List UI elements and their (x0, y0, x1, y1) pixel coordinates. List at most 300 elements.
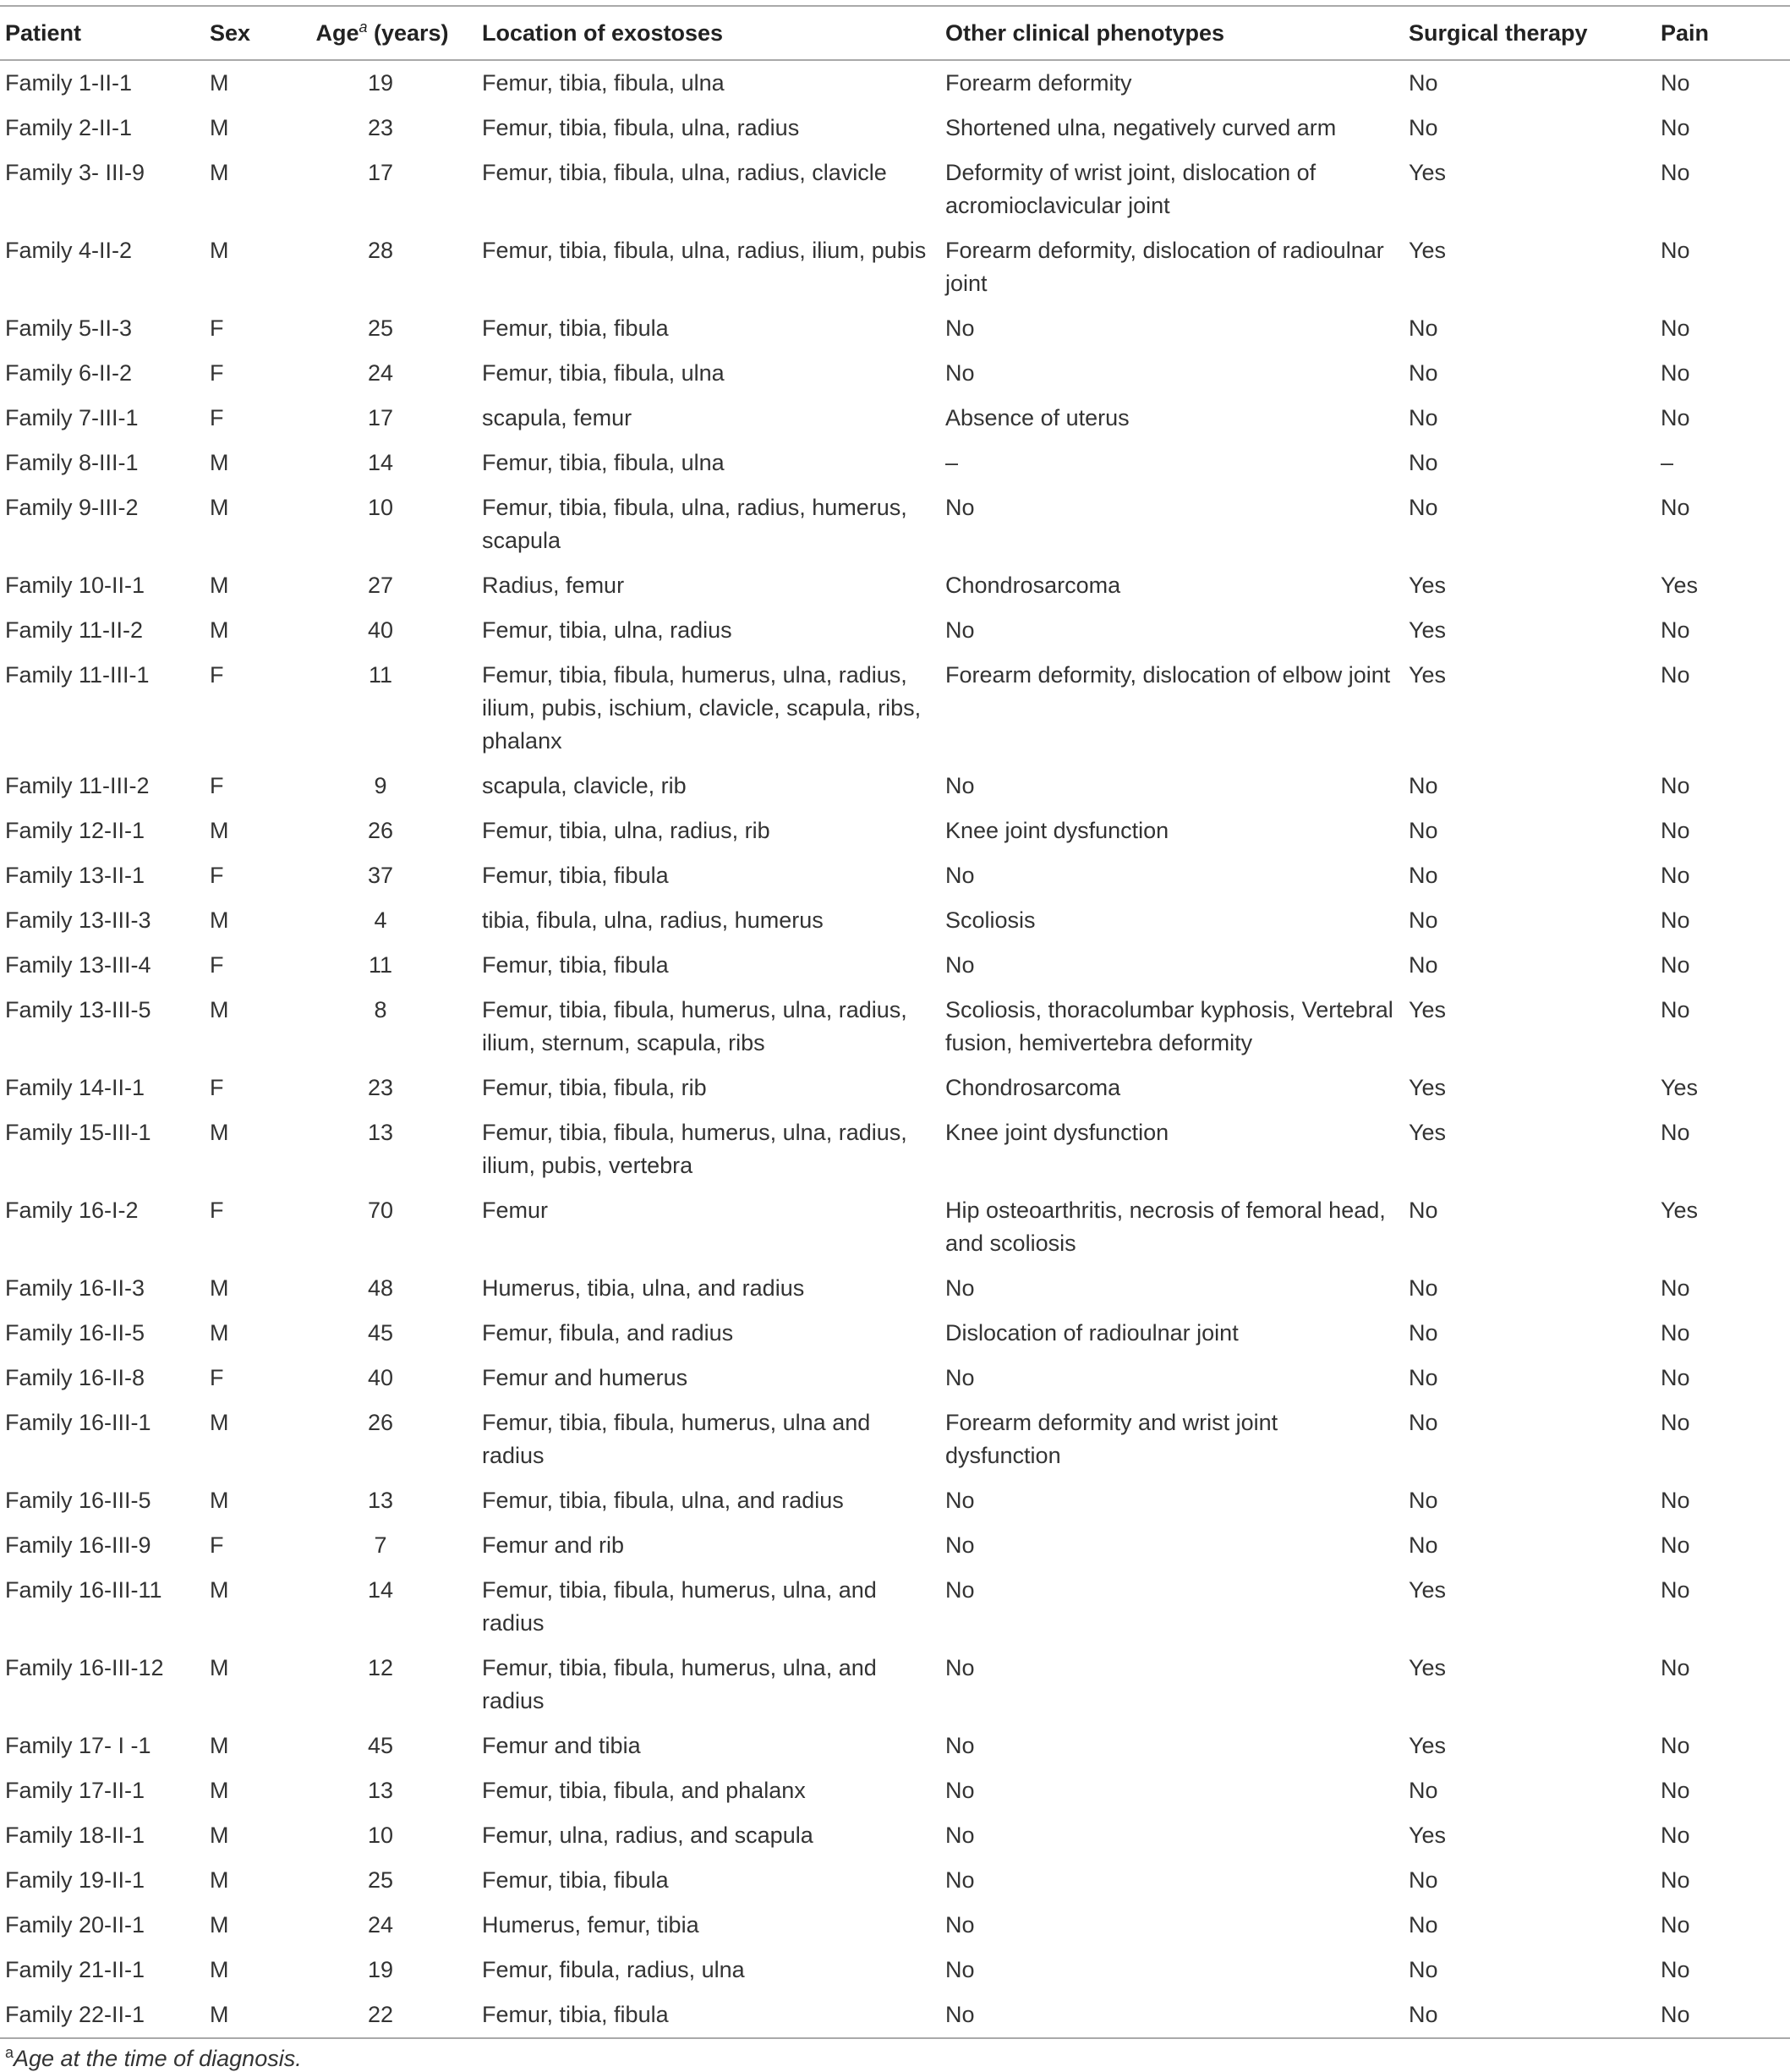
cell-pain: No (1661, 952, 1690, 978)
cell-patient: Family 10-II-1 (5, 573, 145, 598)
clinical-data-table (0, 5, 1790, 2039)
cell-location: Femur, tibia, fibula (482, 1867, 669, 1893)
cell-pain: No (1661, 1778, 1690, 1803)
cell-age: 45 (367, 1733, 394, 1758)
footnote-text: Age at the time of diagnosis. (14, 2046, 302, 2071)
header-pain: Pain (1661, 19, 1710, 46)
cell-sex: F (210, 863, 224, 888)
cell-age: 26 (367, 818, 394, 843)
cell-location: Femur, tibia, fibula, rib (482, 1075, 707, 1100)
cell-location: Femur and humerus (482, 1365, 688, 1390)
cell-pain: No (1661, 160, 1690, 185)
cell-pain: No (1661, 1577, 1690, 1603)
table-row (0, 1948, 1790, 1993)
cell-sex: M (210, 160, 229, 185)
table-row (0, 1356, 1790, 1401)
cell-location: Femur, tibia, fibula, ulna (482, 70, 725, 96)
cell-phenotypes: No (945, 863, 975, 888)
cell-sex: M (210, 1120, 229, 1145)
cell-surgical-therapy: Yes (1409, 1120, 1447, 1145)
cell-sex: M (210, 907, 229, 933)
header-surgical-therapy: Surgical therapy (1409, 19, 1588, 46)
cell-phenotypes: No (945, 1275, 975, 1301)
cell-phenotypes: Forearm deformity, dislocation of radioulnar joint (945, 238, 1384, 296)
cell-surgical-therapy: Yes (1409, 617, 1447, 643)
cell-age: 23 (367, 115, 394, 140)
cell-location: tibia, fibula, ulna, radius, humerus (482, 907, 824, 933)
cell-sex: M (210, 70, 229, 96)
cell-phenotypes: Shortened ulna, negatively curved arm (945, 115, 1337, 140)
cell-age: 23 (367, 1075, 394, 1100)
table-row (0, 764, 1790, 809)
table-row (0, 60, 1790, 106)
cell-location: Femur, tibia, fibula (482, 315, 669, 341)
table-row (0, 1110, 1790, 1188)
cell-location: Humerus, tibia, ulna, and radius (482, 1275, 805, 1301)
table-row (0, 1188, 1790, 1266)
cell-sex: M (210, 1867, 229, 1893)
cell-location: Femur and tibia (482, 1733, 641, 1758)
table-row (0, 1768, 1790, 1813)
cell-age: 70 (367, 1198, 394, 1223)
cell-pain: No (1661, 773, 1690, 798)
cell-pain: No (1661, 1957, 1690, 1982)
cell-patient: Family 5-II-3 (5, 315, 133, 341)
cell-surgical-therapy: No (1409, 1410, 1438, 1435)
cell-surgical-therapy: No (1409, 863, 1438, 888)
cell-patient: Family 9-III-2 (5, 495, 139, 520)
cell-sex: M (210, 1488, 229, 1513)
cell-pain: No (1661, 617, 1690, 643)
cell-pain: No (1661, 863, 1690, 888)
cell-pain: Yes (1661, 573, 1699, 598)
cell-sex: F (210, 662, 224, 688)
cell-patient: Family 8-III-1 (5, 450, 139, 475)
cell-age: 19 (367, 1957, 394, 1982)
cell-pain: No (1661, 1655, 1690, 1680)
cell-phenotypes: No (945, 617, 975, 643)
cell-sex: M (210, 1655, 229, 1680)
table-row (0, 809, 1790, 853)
cell-age: 27 (367, 573, 394, 598)
cell-surgical-therapy: No (1409, 1275, 1438, 1301)
cell-surgical-therapy: No (1409, 818, 1438, 843)
cell-surgical-therapy: No (1409, 1867, 1438, 1893)
cell-pain: No (1661, 1320, 1690, 1346)
cell-sex: M (210, 617, 229, 643)
cell-pain: No (1661, 997, 1690, 1022)
cell-age: 14 (367, 1577, 394, 1603)
cell-sex: M (210, 115, 229, 140)
cell-patient: Family 19-II-1 (5, 1867, 145, 1893)
cell-sex: F (210, 773, 224, 798)
cell-sex: M (210, 818, 229, 843)
cell-sex: M (210, 495, 229, 520)
cell-pain: No (1661, 907, 1690, 933)
table-row (0, 1568, 1790, 1646)
cell-sex: F (210, 1198, 224, 1223)
cell-age: 13 (367, 1488, 394, 1513)
cell-age: 22 (367, 2002, 394, 2027)
cell-pain: No (1661, 315, 1690, 341)
cell-sex: M (210, 1275, 229, 1301)
cell-patient: Family 3- III-9 (5, 160, 145, 185)
cell-patient: Family 16-I-2 (5, 1198, 139, 1223)
cell-age: 28 (367, 238, 394, 263)
cell-surgical-therapy: No (1409, 1488, 1438, 1513)
cell-pain: No (1661, 1275, 1690, 1301)
cell-pain: No (1661, 495, 1690, 520)
cell-age: 17 (367, 160, 394, 185)
cell-patient: Family 13-II-1 (5, 863, 145, 888)
header-age-label: Age (315, 19, 359, 46)
cell-location: Femur, tibia, fibula, humerus, ulna, and radius (482, 1577, 877, 1636)
cell-patient: Family 20-II-1 (5, 1912, 145, 1938)
cell-sex: M (210, 997, 229, 1022)
table-row (0, 898, 1790, 943)
cell-age: 25 (367, 315, 394, 341)
cell-surgical-therapy: No (1409, 1912, 1438, 1938)
cell-patient: Family 11-III-1 (5, 662, 150, 688)
cell-pain: No (1661, 405, 1690, 430)
cell-age: 40 (367, 617, 394, 643)
table-row (0, 1858, 1790, 1903)
cell-sex: F (210, 1365, 224, 1390)
cell-pain: No (1661, 1532, 1690, 1558)
cell-phenotypes: Knee joint dysfunction (945, 818, 1169, 843)
cell-age: 25 (367, 1867, 394, 1893)
cell-patient: Family 16-III-1 (5, 1410, 151, 1435)
cell-phenotypes: No (945, 1577, 975, 1603)
cell-sex: M (210, 450, 229, 475)
cell-surgical-therapy: Yes (1409, 1823, 1447, 1848)
cell-patient: Family 17- I -1 (5, 1733, 151, 1758)
cell-surgical-therapy: No (1409, 773, 1438, 798)
cell-patient: Family 13-III-3 (5, 907, 151, 933)
table-row (0, 306, 1790, 351)
cell-phenotypes: Forearm deformity (945, 70, 1132, 96)
cell-sex: F (210, 360, 224, 386)
table-row (0, 351, 1790, 396)
cell-patient: Family 21-II-1 (5, 1957, 145, 1982)
cell-pain: No (1661, 70, 1690, 96)
cell-surgical-therapy: No (1409, 2002, 1438, 2027)
cell-phenotypes: No (945, 495, 975, 520)
table-row (0, 1813, 1790, 1858)
cell-location: Femur, tibia, fibula, ulna, radius, clavicle (482, 160, 887, 185)
table-row (0, 1724, 1790, 1768)
cell-phenotypes: Deformity of wrist joint, dislocation of acromioclavicular joint (945, 160, 1316, 218)
cell-phenotypes: Hip osteoarthritis, necrosis of femoral head, and scoliosis (945, 1198, 1386, 1256)
table-row (0, 106, 1790, 151)
table-row (0, 563, 1790, 608)
cell-surgical-therapy: Yes (1409, 1075, 1447, 1100)
cell-location: Femur, fibula, radius, ulna (482, 1957, 745, 1982)
cell-sex: F (210, 1532, 224, 1558)
cell-patient: Family 4-II-2 (5, 238, 133, 263)
table-row (0, 1066, 1790, 1110)
cell-sex: F (210, 405, 224, 430)
cell-surgical-therapy: Yes (1409, 997, 1447, 1022)
cell-pain: No (1661, 1733, 1690, 1758)
cell-age: 40 (367, 1365, 394, 1390)
cell-patient: Family 18-II-1 (5, 1823, 145, 1848)
cell-surgical-therapy: No (1409, 1532, 1438, 1558)
cell-surgical-therapy: No (1409, 450, 1438, 475)
cell-patient: Family 16-II-3 (5, 1275, 145, 1301)
cell-location: Femur, tibia, fibula, humerus, ulna, and radius (482, 1655, 877, 1713)
cell-location: Femur, tibia, fibula, ulna, radius, humerus, scapula (482, 495, 907, 553)
cell-phenotypes: Scoliosis, thoracolumbar kyphosis, Vertebral fusion, hemivertebra deformity (945, 997, 1393, 1055)
table-row (0, 485, 1790, 563)
table-row (0, 441, 1790, 485)
cell-phenotypes: No (945, 2002, 975, 2027)
cell-phenotypes: No (945, 1733, 975, 1758)
cell-age: 26 (367, 1410, 394, 1435)
cell-sex: M (210, 2002, 229, 2027)
header-phenotypes: Other clinical phenotypes (945, 19, 1225, 46)
cell-phenotypes: No (945, 773, 975, 798)
cell-location: Femur, tibia, fibula (482, 2002, 669, 2027)
cell-patient: Family 16-III-9 (5, 1532, 151, 1558)
header-age-unit: (years) (367, 19, 449, 46)
cell-location: Femur, tibia, fibula, ulna (482, 360, 725, 386)
cell-phenotypes: No (945, 952, 975, 978)
cell-age: 10 (367, 495, 394, 520)
cell-patient: Family 17-II-1 (5, 1778, 145, 1803)
cell-phenotypes: No (945, 1957, 975, 1982)
cell-location: Femur, tibia, fibula, and phalanx (482, 1778, 806, 1803)
cell-surgical-therapy: No (1409, 495, 1438, 520)
table-row (0, 653, 1790, 764)
cell-surgical-therapy: Yes (1409, 1655, 1447, 1680)
cell-phenotypes: Knee joint dysfunction (945, 1120, 1169, 1145)
header-location: Location of exostoses (482, 19, 724, 46)
cell-patient: Family 16-II-5 (5, 1320, 145, 1346)
cell-surgical-therapy: No (1409, 315, 1438, 341)
cell-phenotypes: No (945, 1912, 975, 1938)
cell-patient: Family 16-III-11 (5, 1577, 162, 1603)
cell-phenotypes: No (945, 1867, 975, 1893)
cell-surgical-therapy: No (1409, 1198, 1438, 1223)
cell-location: Femur, tibia, fibula, humerus, ulna, radius, ilium, pubis, ischium, clavicle, scapula, ribs, phalanx (482, 662, 922, 754)
cell-pain: No (1661, 360, 1690, 386)
cell-location: Femur, tibia, fibula, humerus, ulna, radius, ilium, pubis, vertebra (482, 1120, 907, 1178)
cell-pain: No (1661, 1120, 1690, 1145)
table-row (0, 1311, 1790, 1356)
cell-patient: Family 15-III-1 (5, 1120, 151, 1145)
cell-phenotypes: No (945, 1823, 975, 1848)
cell-pain: No (1661, 662, 1690, 688)
cell-patient: Family 2-II-1 (5, 115, 133, 140)
cell-location: Humerus, femur, tibia (482, 1912, 699, 1938)
cell-surgical-therapy: No (1409, 115, 1438, 140)
cell-patient: Family 12-II-1 (5, 818, 145, 843)
cell-location: Femur, tibia, fibula, humerus, ulna, radius, ilium, sternum, scapula, ribs (482, 997, 907, 1055)
cell-patient: Family 16-III-12 (5, 1655, 164, 1680)
cell-age: 13 (367, 1778, 394, 1803)
cell-phenotypes: Chondrosarcoma (945, 573, 1121, 598)
cell-age: 10 (367, 1823, 394, 1848)
cell-surgical-therapy: No (1409, 952, 1438, 978)
cell-surgical-therapy: No (1409, 1778, 1438, 1803)
cell-pain: No (1661, 1410, 1690, 1435)
cell-patient: Family 13-III-4 (5, 952, 151, 978)
header-age-footnote-mark: a (359, 18, 368, 36)
cell-phenotypes: Absence of uterus (945, 405, 1130, 430)
table-row (0, 1401, 1790, 1478)
cell-surgical-therapy: No (1409, 1957, 1438, 1982)
table-row (0, 1646, 1790, 1724)
cell-location: Femur, tibia, fibula, humerus, ulna and radius (482, 1410, 871, 1468)
cell-location: Radius, femur (482, 573, 625, 598)
cell-location: Femur, tibia, fibula, ulna, and radius (482, 1488, 844, 1513)
cell-pain: No (1661, 1912, 1690, 1938)
cell-age: 19 (367, 70, 394, 96)
cell-pain: Yes (1661, 1075, 1699, 1100)
cell-location: Femur and rib (482, 1532, 625, 1558)
cell-sex: M (210, 1957, 229, 1982)
table-row (0, 151, 1790, 228)
cell-phenotypes: Forearm deformity and wrist joint dysfunction (945, 1410, 1278, 1468)
cell-pain: – (1661, 450, 1674, 475)
cell-location: Femur, tibia, fibula, ulna (482, 450, 725, 475)
cell-age: 9 (374, 773, 387, 798)
cell-sex: F (210, 315, 224, 341)
table-body (0, 60, 1790, 2038)
table-row (0, 228, 1790, 306)
cell-pain: No (1661, 238, 1690, 263)
cell-surgical-therapy: Yes (1409, 1733, 1447, 1758)
cell-sex: M (210, 1320, 229, 1346)
cell-age: 12 (367, 1655, 394, 1680)
cell-location: Femur (482, 1198, 549, 1223)
cell-age: 7 (374, 1532, 387, 1558)
cell-age: 17 (367, 405, 394, 430)
table-row (0, 1523, 1790, 1568)
cell-patient: Family 7-III-1 (5, 405, 139, 430)
cell-age: 45 (367, 1320, 394, 1346)
table-row (0, 1266, 1790, 1311)
header-age (287, 6, 477, 60)
cell-patient: Family 11-III-2 (5, 773, 150, 798)
cell-pain: No (1661, 818, 1690, 843)
cell-location: scapula, clavicle, rib (482, 773, 687, 798)
cell-surgical-therapy: No (1409, 1365, 1438, 1390)
cell-sex: M (210, 1410, 229, 1435)
cell-age: 24 (367, 1912, 394, 1938)
cell-location: Femur, tibia, fibula, ulna, radius (482, 115, 800, 140)
cell-pain: No (1661, 115, 1690, 140)
header-sex: Sex (210, 19, 251, 46)
table-row (0, 1478, 1790, 1523)
cell-phenotypes: No (945, 1655, 975, 1680)
cell-pain: No (1661, 2002, 1690, 2027)
cell-pain: Yes (1661, 1198, 1699, 1223)
cell-age: 11 (368, 662, 393, 688)
cell-sex: M (210, 1778, 229, 1803)
cell-pain: No (1661, 1823, 1690, 1848)
cell-phenotypes: No (945, 1532, 975, 1558)
table-row (0, 1903, 1790, 1948)
cell-phenotypes: Forearm deformity, dislocation of elbow joint (945, 662, 1391, 688)
cell-phenotypes: No (945, 1488, 975, 1513)
cell-sex: F (210, 1075, 224, 1100)
table-footnote (0, 2039, 1790, 2072)
cell-location: scapula, femur (482, 405, 632, 430)
table-row (0, 396, 1790, 441)
cell-age: 13 (367, 1120, 394, 1145)
cell-surgical-therapy: No (1409, 1320, 1438, 1346)
cell-phenotypes: Chondrosarcoma (945, 1075, 1121, 1100)
cell-phenotypes: – (945, 450, 959, 475)
cell-patient: Family 16-III-5 (5, 1488, 151, 1513)
header-row (0, 6, 1790, 60)
cell-pain: No (1661, 1365, 1690, 1390)
cell-phenotypes: Scoliosis (945, 907, 1036, 933)
cell-age: 14 (367, 450, 394, 475)
cell-location: Femur, tibia, fibula, ulna, radius, ilium, pubis (482, 238, 927, 263)
cell-surgical-therapy: Yes (1409, 1577, 1447, 1603)
cell-sex: M (210, 1733, 229, 1758)
cell-phenotypes: No (945, 315, 975, 341)
cell-phenotypes: No (945, 1365, 975, 1390)
cell-age: 37 (367, 863, 394, 888)
cell-location: Femur, ulna, radius, and scapula (482, 1823, 813, 1848)
cell-patient: Family 14-II-1 (5, 1075, 145, 1100)
cell-sex: F (210, 952, 224, 978)
table-row (0, 608, 1790, 653)
cell-patient: Family 16-II-8 (5, 1365, 145, 1390)
cell-patient: Family 13-III-5 (5, 997, 151, 1022)
cell-surgical-therapy: No (1409, 907, 1438, 933)
cell-patient: Family 22-II-1 (5, 2002, 145, 2027)
cell-surgical-therapy: No (1409, 360, 1438, 386)
cell-phenotypes: No (945, 360, 975, 386)
cell-surgical-therapy: No (1409, 405, 1438, 430)
cell-surgical-therapy: Yes (1409, 573, 1447, 598)
cell-sex: M (210, 573, 229, 598)
cell-location: Femur, tibia, fibula (482, 863, 669, 888)
cell-pain: No (1661, 1867, 1690, 1893)
cell-location: Femur, tibia, ulna, radius (482, 617, 732, 643)
table-row (0, 1993, 1790, 2038)
table-row (0, 943, 1790, 988)
cell-age: 48 (367, 1275, 394, 1301)
cell-location: Femur, tibia, ulna, radius, rib (482, 818, 770, 843)
cell-patient: Family 6-II-2 (5, 360, 133, 386)
cell-age: 4 (374, 907, 387, 933)
cell-patient: Family 1-II-1 (5, 70, 133, 96)
table-row (0, 853, 1790, 898)
cell-surgical-therapy: No (1409, 70, 1438, 96)
cell-surgical-therapy: Yes (1409, 662, 1447, 688)
table-row (0, 988, 1790, 1066)
cell-age: 24 (367, 360, 394, 386)
cell-location: Femur, tibia, fibula (482, 952, 669, 978)
cell-sex: M (210, 1823, 229, 1848)
cell-sex: M (210, 1577, 229, 1603)
footnote-mark: a (5, 2044, 14, 2061)
cell-pain: No (1661, 1488, 1690, 1513)
cell-surgical-therapy: Yes (1409, 238, 1447, 263)
cell-age: 11 (368, 952, 393, 978)
cell-surgical-therapy: Yes (1409, 160, 1447, 185)
table-header (0, 6, 1790, 60)
cell-sex: M (210, 238, 229, 263)
cell-sex: M (210, 1912, 229, 1938)
cell-phenotypes: No (945, 1778, 975, 1803)
